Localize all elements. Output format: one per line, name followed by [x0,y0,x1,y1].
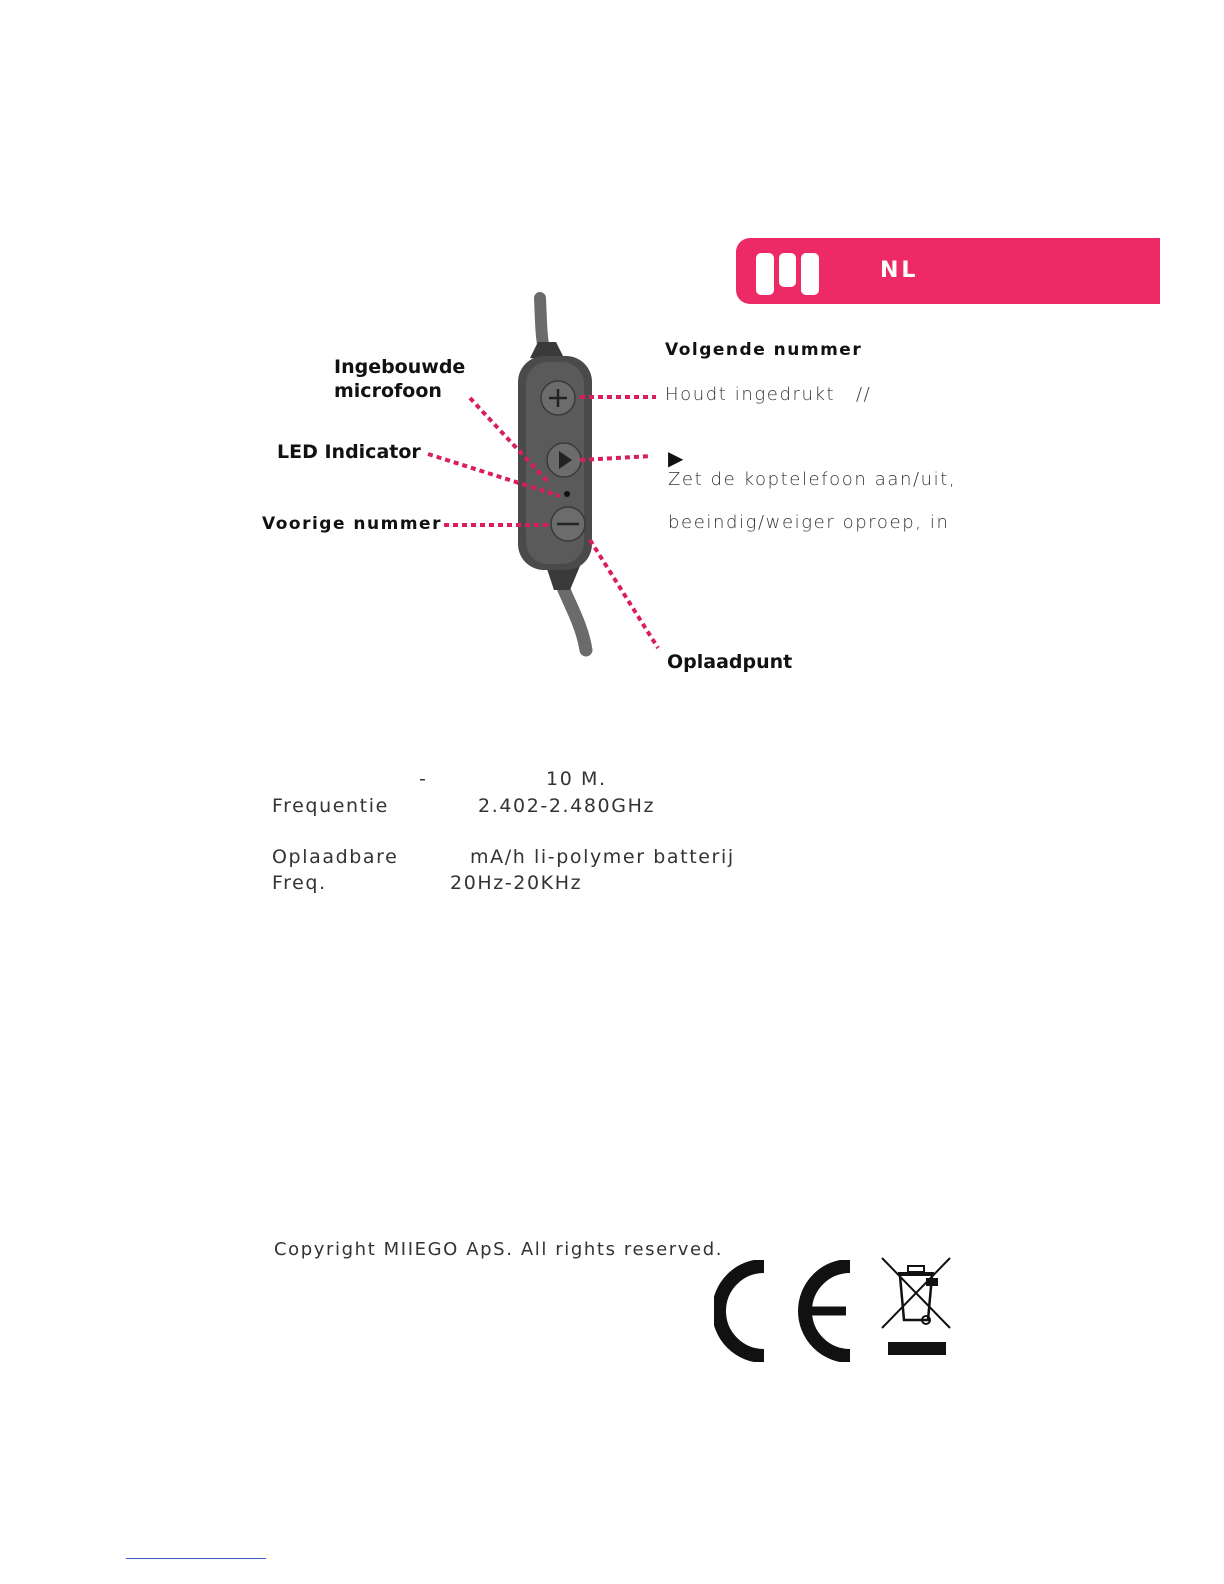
led-dot [564,491,570,497]
charging-port-label: Oplaadpunt [667,651,793,673]
frequency-label: Frequentie [272,795,389,817]
next-slashes-text: // [856,384,872,405]
range-value: 10 M. [546,768,607,790]
cable-bottom [562,585,586,650]
leader-charging [590,540,658,648]
next-track-label: Volgende nummer [665,340,863,360]
previous-track-label: Voorige nummer [262,514,442,534]
copyright-text: Copyright MIIEGO ApS. All rights reserved. [274,1239,724,1260]
battery-label: Oplaadbare [272,846,399,868]
frequency-value: 2.402-2.480GHz [478,795,656,817]
ce-mark-icon [714,1260,856,1362]
next-hold-text: Houdt ingedrukt [665,384,836,405]
range-dash: - [419,768,428,790]
microphone-label-line1: Ingebouwde [334,356,466,378]
play-symbol: ▶ [668,446,684,470]
call-description: beeindig/weiger oproep, in [668,512,950,533]
freq-response-value: 20Hz-20KHz [450,872,583,894]
footer-link-underline [126,1558,266,1559]
remote-control-diagram [0,0,1224,720]
language-code: NL [880,258,919,283]
freq-response-label: Freq. [272,872,327,894]
battery-value: mA/h li-polymer batterij [470,846,735,868]
led-indicator-label: LED Indicator [277,441,421,463]
power-description: Zet de koptelefoon aan/uit, [668,469,957,490]
weee-bin-icon [880,1256,952,1360]
microphone-label-line2: microfoon [334,380,442,402]
